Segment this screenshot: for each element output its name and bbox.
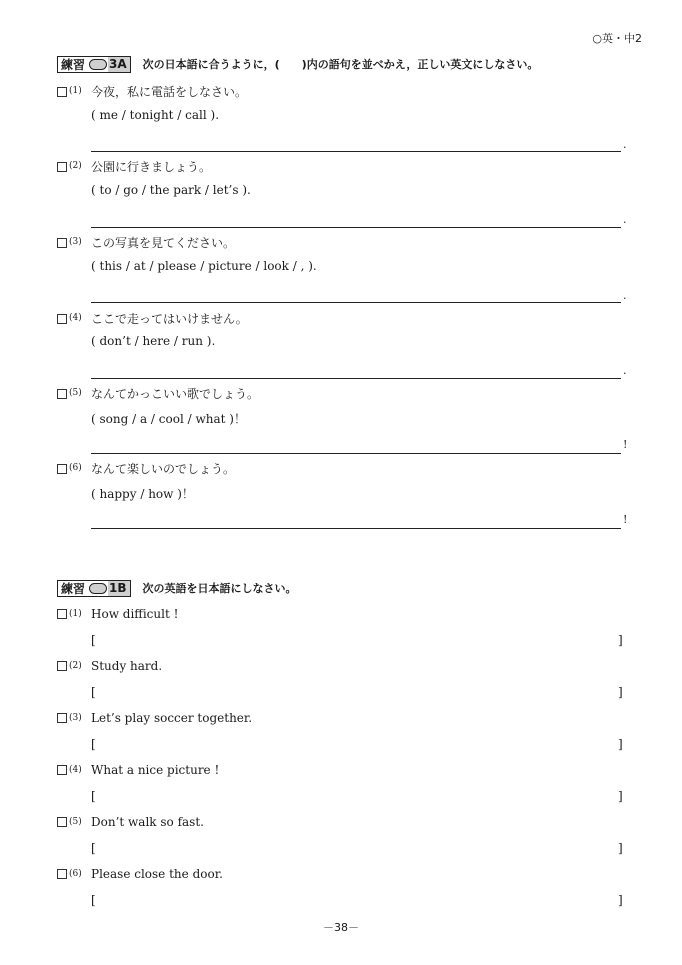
- checkbox-icon[interactable]: [57, 661, 67, 671]
- english-prompt: Please close the door.: [91, 867, 223, 881]
- question-number: (2): [69, 161, 82, 171]
- close-bracket: ]: [618, 685, 623, 699]
- section-a-heading: [57, 55, 538, 73]
- question-number: (4): [69, 764, 82, 775]
- english-prompt: What a nice picture !: [91, 763, 220, 777]
- checkbox-icon[interactable]: [57, 162, 67, 172]
- question-b3: [57, 711, 252, 725]
- japanese-prompt: なんてかっこいい歌でしょう。: [91, 387, 260, 401]
- checkbox-icon[interactable]: [57, 238, 67, 248]
- checkbox-icon[interactable]: [57, 817, 67, 827]
- question-number: (4): [69, 313, 82, 323]
- checkbox-icon[interactable]: [57, 87, 67, 97]
- checkbox-icon[interactable]: [57, 713, 67, 723]
- answer-line[interactable]: [91, 378, 621, 379]
- word-choices: ( me / tonight / call ).: [91, 108, 220, 122]
- end-punctuation: .: [623, 138, 627, 151]
- badge-word: 練習: [61, 57, 86, 72]
- close-bracket: ]: [618, 633, 623, 647]
- japanese-prompt: 今夜，私に電話をしなさい。: [91, 85, 248, 99]
- question-number: (6): [69, 868, 82, 879]
- practice-badge: [57, 56, 131, 73]
- word-choices: ( to / go / the park / let’s ).: [91, 183, 251, 197]
- close-bracket: ]: [618, 893, 623, 907]
- close-bracket: ]: [618, 841, 623, 855]
- grade-tag: ○英・中2: [592, 32, 642, 45]
- word-choices: ( don’t / here / run ).: [91, 334, 216, 348]
- section-b-instruction: 次の英語を日本語にしなさい。: [142, 582, 297, 595]
- japanese-prompt: この写真を見てください。: [91, 236, 236, 250]
- question-number: (1): [69, 86, 82, 96]
- question-number: (6): [69, 463, 82, 473]
- question-a5: [57, 385, 259, 402]
- open-bracket: [: [91, 633, 96, 647]
- end-punctuation: .: [623, 364, 627, 377]
- checkbox-icon[interactable]: [57, 389, 67, 399]
- badge-number: 1B: [108, 581, 130, 596]
- open-bracket: [: [91, 737, 96, 751]
- english-prompt: How difficult !: [91, 607, 179, 621]
- japanese-prompt: なんて楽しいのでしょう。: [91, 462, 236, 476]
- answer-line[interactable]: [91, 151, 621, 152]
- checkbox-icon[interactable]: [57, 314, 67, 324]
- question-b4: [57, 763, 219, 777]
- question-number: (1): [69, 608, 82, 619]
- question-a3: [57, 234, 235, 251]
- page-number: －38－: [323, 921, 359, 934]
- question-b1: [57, 607, 178, 621]
- answer-line[interactable]: [91, 227, 621, 228]
- english-prompt: Don’t walk so fast.: [91, 815, 204, 829]
- word-choices: ( happy / how )！: [91, 487, 194, 501]
- end-punctuation: .: [623, 213, 627, 226]
- answer-line[interactable]: [91, 453, 621, 454]
- open-bracket: [: [91, 789, 96, 803]
- question-b2: [57, 659, 162, 673]
- question-number: (3): [69, 237, 82, 247]
- answer-line[interactable]: [91, 528, 621, 529]
- open-bracket: [: [91, 685, 96, 699]
- japanese-prompt: ここで走ってはいけません。: [91, 312, 248, 326]
- checkbox-icon[interactable]: [57, 765, 67, 775]
- question-a1: [57, 83, 247, 100]
- word-choices: ( this / at / please / picture / look / , ).: [91, 259, 317, 273]
- question-a4: [57, 310, 248, 327]
- badge-word: 練習: [61, 581, 86, 596]
- question-b6: [57, 867, 223, 881]
- end-punctuation: .: [623, 289, 627, 302]
- open-bracket: [: [91, 893, 96, 907]
- open-bracket: [: [91, 841, 96, 855]
- checkbox-icon[interactable]: [57, 464, 67, 474]
- english-prompt: Let’s play soccer together.: [91, 711, 253, 725]
- practice-badge: [57, 580, 131, 597]
- question-number: (2): [69, 660, 82, 671]
- close-bracket: ]: [618, 737, 623, 751]
- japanese-prompt: 公園に行きましょう。: [91, 160, 212, 174]
- end-punctuation: !: [623, 513, 628, 526]
- word-choices: ( song / a / cool / what )！: [91, 412, 246, 426]
- question-number: (5): [69, 388, 82, 398]
- question-a6: [57, 460, 235, 477]
- chain-link-icon: [89, 59, 107, 70]
- answer-line[interactable]: [91, 302, 621, 303]
- question-number: (3): [69, 712, 82, 723]
- close-bracket: ]: [618, 789, 623, 803]
- question-number: (5): [69, 816, 82, 827]
- question-b5: [57, 815, 204, 829]
- english-prompt: Study hard.: [91, 659, 163, 673]
- badge-number: 3A: [108, 57, 130, 72]
- question-a2: [57, 158, 211, 175]
- checkbox-icon[interactable]: [57, 609, 67, 619]
- section-a-instruction: 次の日本語に合うように，( )内の語句を並べかえ，正しい英文にしなさい。: [142, 58, 539, 71]
- section-b-heading: [57, 579, 297, 597]
- checkbox-icon[interactable]: [57, 869, 67, 879]
- end-punctuation: !: [623, 438, 628, 451]
- chain-link-icon: [89, 583, 107, 594]
